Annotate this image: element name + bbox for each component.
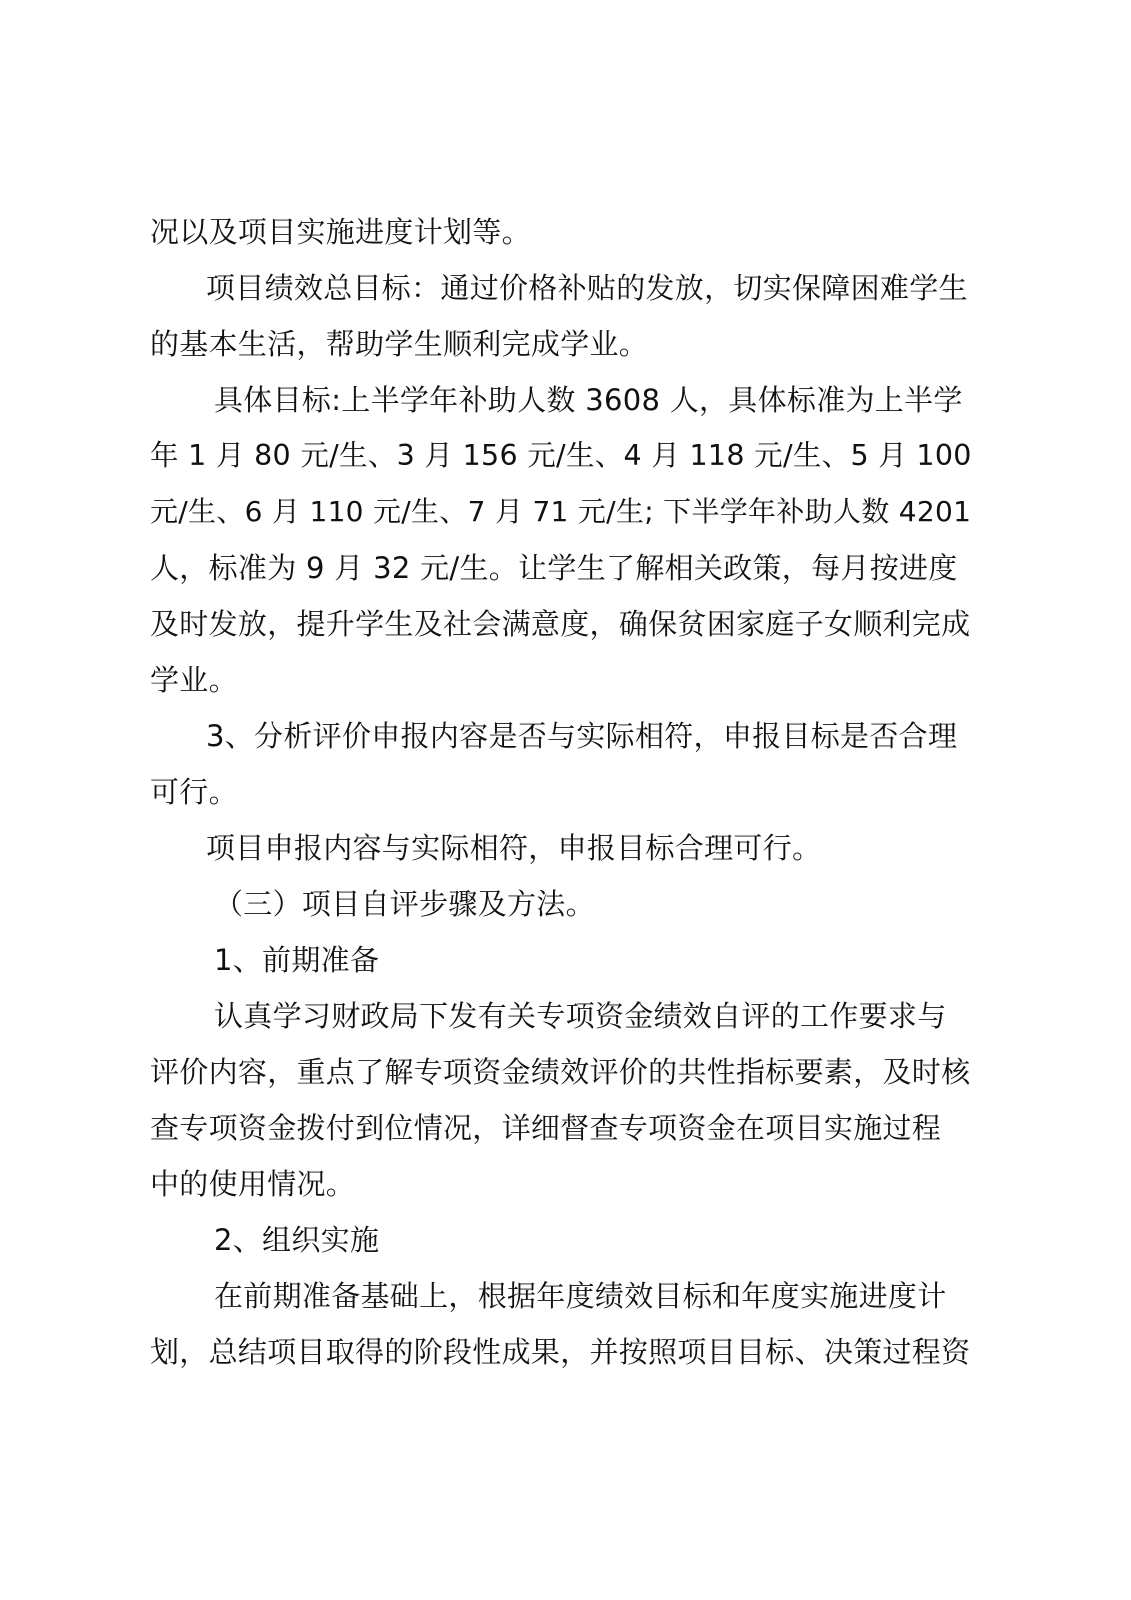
- text-line: 在前期准备基础上，根据年度绩效目标和年度实施进度计: [214, 1279, 947, 1313]
- text-line: 评价内容，重点了解专项资金绩效评价的共性指标要素，及时核: [150, 1055, 971, 1089]
- section-heading: （三）项目自评步骤及方法。: [214, 887, 595, 921]
- text-line: 可行。: [150, 775, 238, 809]
- text-line: 况以及项目实施进度计划等。: [150, 215, 531, 249]
- text-line: 学业。: [150, 663, 238, 697]
- text-line: 查专项资金拨付到位情况，详细督查专项资金在项目实施过程: [150, 1111, 942, 1145]
- text-line: 中的使用情况。: [150, 1167, 356, 1201]
- section-heading: 1、前期准备: [214, 943, 380, 977]
- text-line: 项目申报内容与实际相符，申报目标合理可行。: [206, 831, 822, 865]
- text-line: 及时发放，提升学生及社会满意度，确保贫困家庭子女顺利完成: [150, 607, 971, 641]
- text-line: 人，标准为 9 月 32 元/生。让学生了解相关政策，每月按进度: [150, 551, 958, 585]
- text-line: 划，总结项目取得的阶段性成果，并按照项目目标、决策过程资: [150, 1335, 971, 1369]
- text-line: 认真学习财政局下发有关专项资金绩效自评的工作要求与: [214, 999, 947, 1033]
- section-heading: 2、组织实施: [214, 1223, 380, 1257]
- section-heading: 3、分析评价申报内容是否与实际相符，申报目标是否合理: [206, 719, 958, 753]
- text-line: 年 1 月 80 元/生、3 月 156 元/生、4 月 118 元/生、5 月 100: [150, 439, 972, 472]
- text-line: 元/生、6 月 110 元/生、7 月 71 元/生; 下半学年补助人数 4201: [150, 495, 972, 528]
- text-line: 的基本生活，帮助学生顺利完成学业。: [150, 327, 649, 361]
- text-line: 具体目标:上半学年补助人数 3608 人，具体标准为上半学: [214, 383, 963, 417]
- text-line: 项目绩效总目标：通过价格补贴的发放，切实保障困难学生: [206, 271, 968, 305]
